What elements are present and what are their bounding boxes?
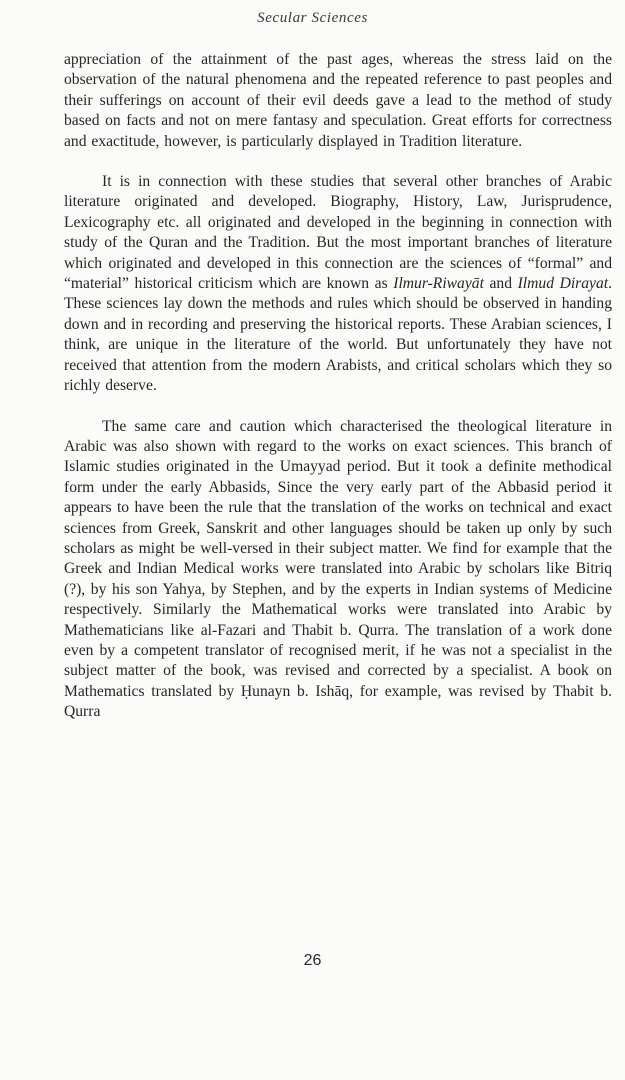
term-ilmud-dirayat: Ilmud Dirayat (517, 275, 609, 293)
paragraph-text-part: It is in connection with these studies that several other branches of Arabic literature originated and developed. Biography, History, Law, Jurisprudence, Lexicography etc. all originated and developed in the beginning in connection with study of the Quran and the Tradition. But the most important branches of literature which originated and developed in this connection are the sciences of “formal” and “material” historical criticism which are known as (64, 173, 612, 293)
running-head: Secular Sciences (257, 10, 368, 26)
paragraph-continued: appreciation of the attainment of the past ages, whereas the stress laid on the observation of the natural phenomena and the repeated reference to past peoples and their sufferings on account of their evil deeds gave a lead to the method of study based on facts and not on mere fantasy and speculation. Great efforts for correctness and exactitude, however, is particularly displayed in Tradition literature. (64, 51, 612, 150)
paragraph-text-joiner: and (483, 275, 518, 293)
body-text (64, 50, 612, 743)
page-number: 26 (303, 952, 322, 969)
term-ilmur-riwayat: Ilmur-Riwayāt (393, 275, 484, 293)
paragraph-exact-sciences: The same care and caution which characterised the theological literature in Arabic was also shown with regard to the works on exact sciences. This branch of Islamic studies originated in the Umayyad period. But it took a definite methodical form under the early Abbasids, Since the very early part of the Abbasid period it appears to have been the rule that the translation of the works on technical and exact sciences from Greek, Sanskrit and other languages should be taken up only by such scholars as might be well-versed in their subject matter. We find for example that the Greek and Indian Medical works were translated into Arabic by scholars like Bitriq (?), by his son Yahya, by Stephen, and by the experts in Indian systems of Medicine respectively. Similarly the Mathematical works were translated into Arabic by Mathematicians like al-Fazari and Thabit b. Qurra. The translation of a work done even by a competent translator of recognised merit, if he was not a specialist in the subject matter of the book, was revised and corrected by a specialist. A book on Mathematics translated by Ḥunayn b. Ishāq, for example, was revised by Thabit b. Qurra (64, 417, 612, 721)
paragraph-text-part: . These sciences lay down the methods and rules which should be observed in handing down and in recording and preserving the historical reports. These Arabian sciences, I think, are unique in the literature of the world. But unfortunately they have not received that attention from the modern Arabists, and critical scholars which they so richly deserve. (64, 275, 612, 395)
paragraph-arabic-branches (64, 172, 612, 396)
